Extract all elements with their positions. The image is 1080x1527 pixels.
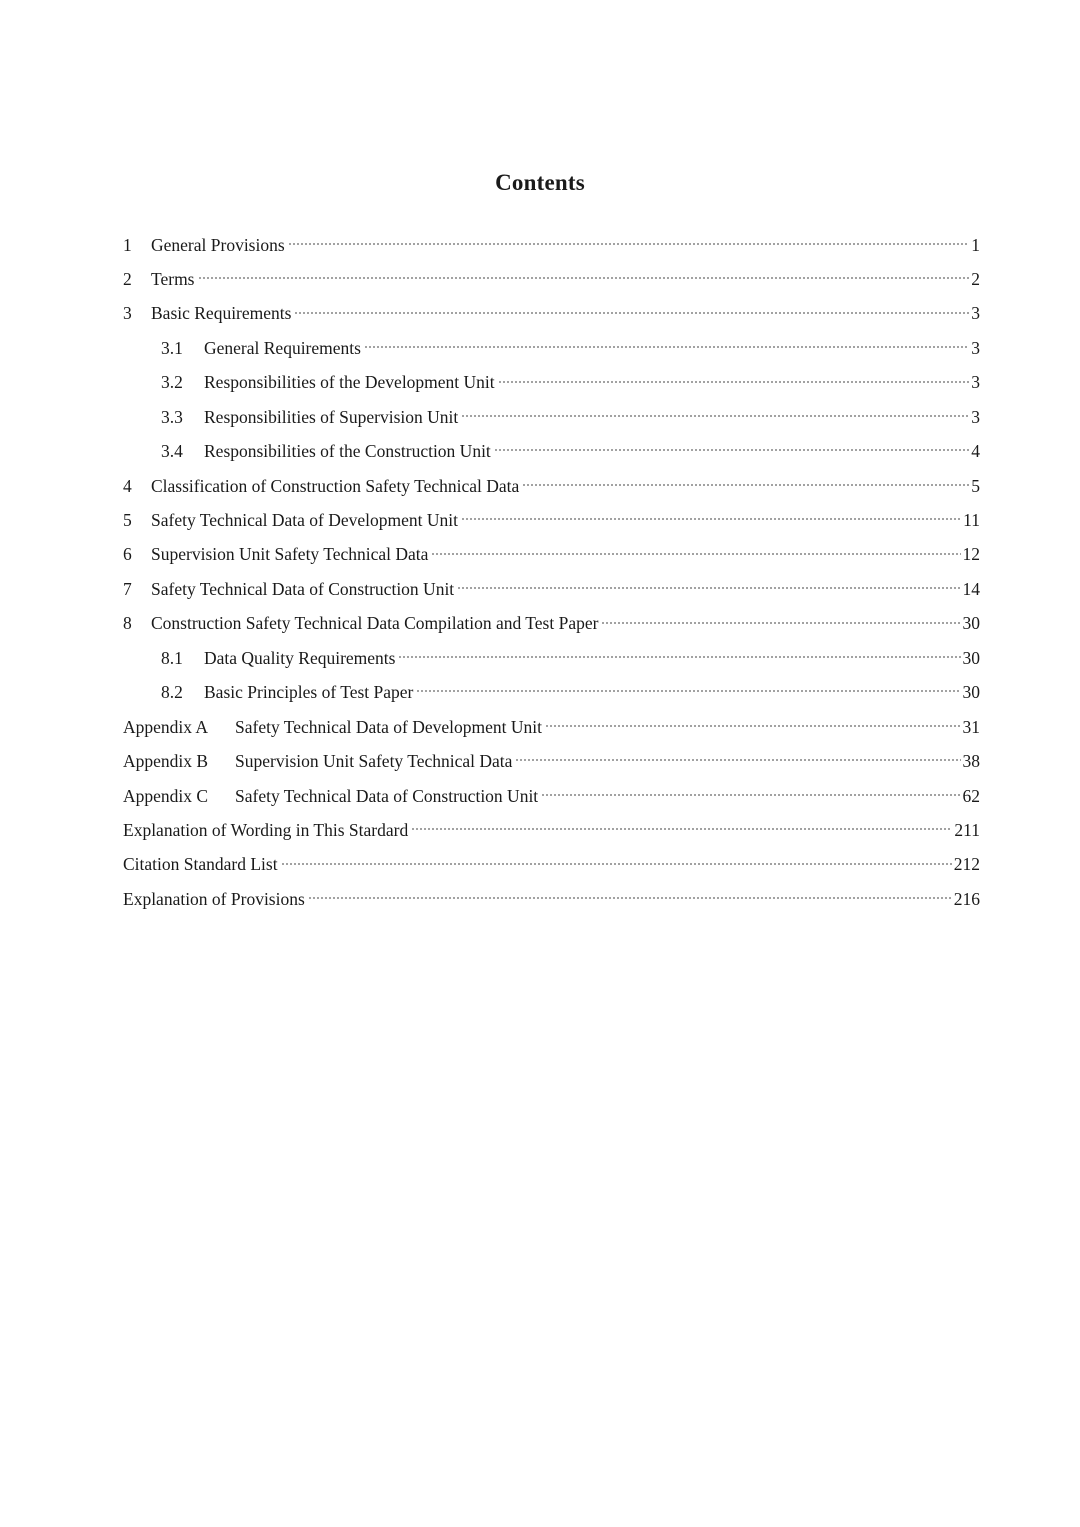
dot-leader: [198, 269, 970, 287]
toc-entry[interactable]: [123, 440, 980, 474]
toc-entry-page-number: 30: [962, 647, 980, 668]
toc-entry-number: 1: [123, 234, 132, 255]
toc-entry-number: 8: [123, 613, 132, 634]
toc-entry-label: Citation Standard List: [123, 854, 278, 875]
toc-entry[interactable]: [123, 853, 980, 887]
toc-entry-page-number: 2: [971, 268, 980, 289]
toc-entry[interactable]: [123, 267, 980, 301]
toc-entry-label: Explanation of Provisions: [123, 888, 305, 909]
toc-entry-number: 3.1: [161, 337, 183, 358]
toc-entry-page-number: 5: [971, 475, 980, 496]
dot-leader: [364, 338, 969, 356]
dot-leader: [411, 820, 952, 838]
toc-entry-number: 5: [123, 510, 132, 530]
toc-entry-page-number: 212: [953, 854, 980, 875]
toc-entry-page-number: 62: [962, 785, 980, 806]
toc-entry[interactable]: [123, 681, 980, 715]
toc-entry-number: 3.3: [161, 406, 183, 427]
toc-entry-label: Data Quality Requirements: [204, 647, 396, 668]
toc-entry-label: General Provisions: [151, 234, 285, 255]
toc-entry-page-number: 211: [954, 819, 980, 840]
dot-leader: [416, 683, 960, 701]
toc-entry[interactable]: [123, 509, 980, 543]
dot-leader: [281, 855, 952, 873]
toc-entry[interactable]: [123, 818, 980, 852]
toc-entry-number: Appendix B: [123, 751, 209, 772]
toc-entry[interactable]: [123, 233, 980, 267]
toc-entry[interactable]: [123, 784, 980, 818]
toc-entry-page-number: 31: [962, 716, 980, 737]
toc-entry-number: Appendix C: [123, 785, 209, 806]
toc-entry-number: Appendix A: [123, 716, 209, 737]
toc-entry-label: Safety Technical Data of Development Unit: [151, 510, 459, 530]
toc-entry-number: 3.4: [161, 441, 183, 462]
dot-leader: [308, 889, 952, 907]
toc-entry-page-number: 30: [962, 682, 980, 703]
dot-leader: [461, 407, 969, 425]
toc-entry-label: Responsibilities of Supervision Unit: [204, 406, 459, 427]
dot-leader: [457, 579, 960, 597]
toc-entry-page-number: 216: [953, 888, 980, 909]
toc-entry-page-number: 14: [962, 578, 980, 599]
toc-entry-page-number: 30: [962, 613, 980, 634]
toc-entry-page-number: 4: [971, 441, 980, 462]
toc-entry-number: 8.1: [161, 647, 183, 668]
toc-entry[interactable]: [123, 750, 980, 784]
toc-entry[interactable]: [123, 577, 980, 611]
table-of-contents: [123, 233, 980, 922]
toc-entry-number: 3.2: [161, 372, 183, 393]
dot-leader: [398, 648, 960, 666]
toc-entry-label: Supervision Unit Safety Technical Data: [151, 544, 429, 565]
toc-entry-label: Terms: [151, 268, 195, 289]
dot-leader: [288, 235, 970, 253]
toc-entry-page-number: 3: [971, 337, 980, 358]
toc-entry-number: 7: [123, 578, 132, 599]
toc-entry-label: Basic Requirements: [151, 303, 292, 324]
toc-entry[interactable]: [123, 646, 980, 680]
toc-entry-number: 8.2: [161, 682, 183, 703]
toc-entry-number: 3: [123, 303, 132, 324]
toc-entry-page-number: 1: [971, 234, 980, 255]
dot-leader: [522, 476, 969, 494]
toc-entry-page-number: 3: [971, 372, 980, 393]
toc-entry-label: Safety Technical Data of Construction Unit: [235, 785, 539, 806]
toc-entry-label: Supervision Unit Safety Technical Data: [235, 751, 513, 772]
toc-entry[interactable]: [123, 302, 980, 336]
toc-entry[interactable]: [123, 543, 980, 577]
toc-entry-page-number: 38: [962, 751, 980, 772]
toc-entry[interactable]: [123, 715, 980, 749]
dot-leader: [545, 717, 960, 735]
toc-entry-label: Classification of Construction Safety Technical Data: [151, 475, 520, 496]
toc-entry-label: Responsibilities of the Construction Unit: [204, 441, 491, 462]
toc-entry-number: 6: [123, 544, 132, 565]
page-title: Contents: [495, 170, 585, 195]
toc-entry-label: Explanation of Wording in This Stardard: [123, 819, 409, 840]
toc-entry-label: Safety Technical Data of Development Unit: [235, 716, 543, 737]
toc-entry[interactable]: [123, 405, 980, 439]
toc-entry[interactable]: [123, 887, 980, 921]
dot-leader: [431, 545, 960, 563]
toc-entry-page-number: 12: [962, 544, 980, 565]
toc-entry-label: Basic Principles of Test Paper: [204, 682, 414, 703]
dot-leader: [541, 786, 960, 804]
toc-entry[interactable]: [123, 474, 980, 508]
toc-entry-page-number: 11: [963, 510, 980, 530]
toc-entry[interactable]: [123, 612, 980, 646]
dot-leader: [601, 614, 960, 632]
toc-entry-page-number: 3: [971, 406, 980, 427]
dot-leader: [461, 511, 961, 529]
toc-entry[interactable]: [123, 371, 980, 405]
toc-entry-number: 2: [123, 268, 132, 289]
toc-entry-label: Responsibilities of the Development Unit: [204, 372, 495, 393]
dot-leader: [294, 304, 969, 322]
toc-entry-label: General Requirements: [204, 337, 361, 358]
toc-entry-number: 4: [123, 475, 132, 496]
toc-entry-page-number: 3: [971, 303, 980, 324]
toc-entry[interactable]: [123, 336, 980, 370]
dot-leader: [515, 752, 960, 770]
dot-leader: [494, 442, 969, 460]
toc-entry-label: Safety Technical Data of Construction Unit: [151, 578, 455, 599]
toc-entry-label: Construction Safety Technical Data Compilation and Test Paper: [151, 613, 599, 634]
dot-leader: [498, 373, 970, 391]
